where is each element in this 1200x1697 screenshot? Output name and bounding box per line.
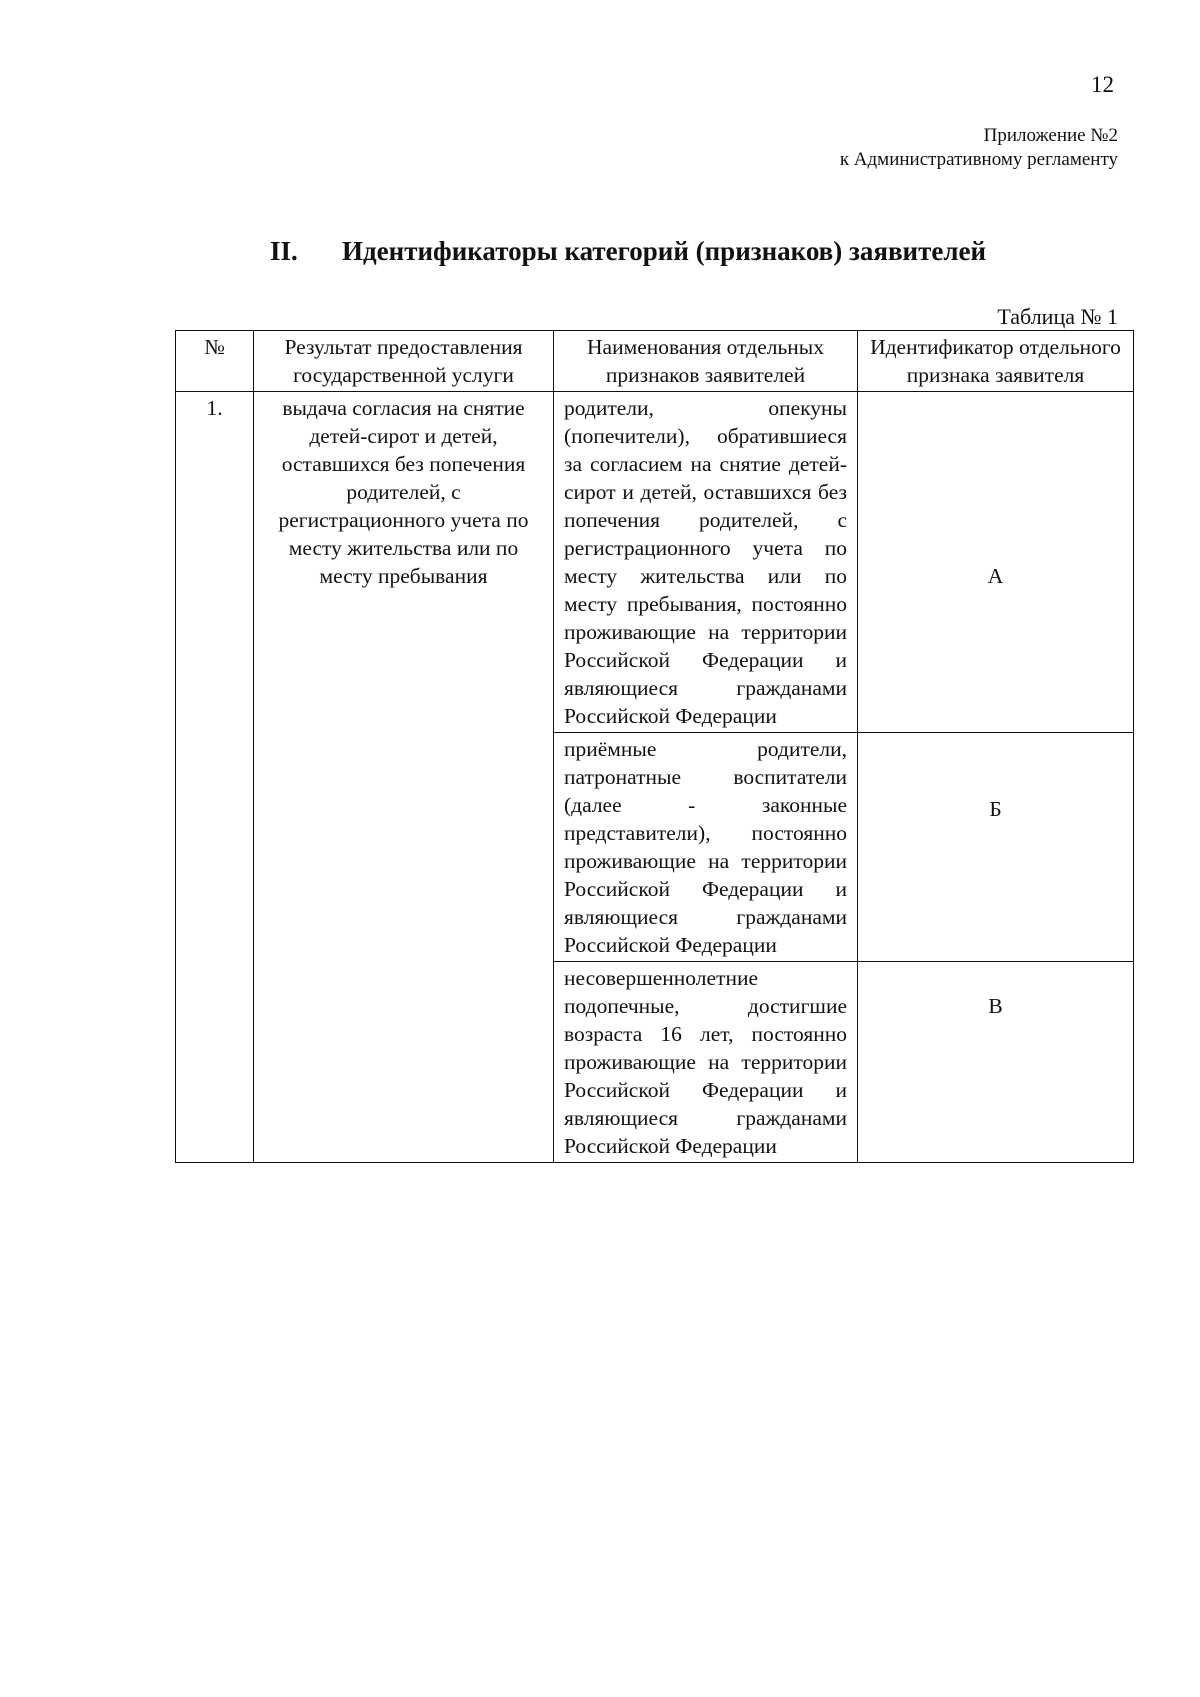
section-heading [270,236,986,267]
table-header-row [176,331,1134,392]
identifier-cell-c: В [858,962,1134,1163]
row-result: выдача согласия на снятие детей-сирот и детей, оставшихся без попечения родителей, с регистрационного учета по месту жительства или по месту пребывания [254,392,554,1163]
identifier-cell-a: А [858,392,1134,733]
header-attributes: Наименования отдельных признаков заявителей [554,331,858,392]
header-num: № [176,331,254,392]
appendix-line-1: Приложение №2 [983,125,1118,146]
identifier-cell-b: Б [858,733,1134,962]
attribute-cell-c: несовершеннолетние подопечные, достигшие возраста 16 лет, постоянно проживающие на территории Российской Федерации и являющиеся гражданами Российской Федерации [554,962,858,1163]
header-identifier: Идентификатор отдельного признака заявителя [858,331,1134,392]
identifiers-table [175,330,1134,1163]
attribute-cell-a: родители, опекуны (попечители), обратившиеся за согласием на снятие детей-сирот и детей, оставшихся без попечения родителей, с регистрационного учета по месту жительства или по месту пребывания, постоянно проживающие на территории Российской Федерации и являющиеся гражданами Российской Федерации [554,392,858,733]
appendix-line-2: к Административному регламенту [839,149,1118,170]
table-caption: Таблица № 1 [997,304,1118,329]
row-num: 1. [176,392,254,1163]
section-title: Идентификаторы категорий (признаков) заявителей [342,236,987,266]
header-result: Результат предоставления государственной услуги [254,331,554,392]
appendix-note [840,124,1118,172]
page-number: 12 [1091,72,1114,97]
section-numeral: II. [270,236,298,266]
table-row [176,392,1134,733]
attribute-cell-b: приёмные родители, патронатные воспитатели (далее - законные представители), постоянно проживающие на территории Российской Федерации и являющиеся гражданами Российской Федерации [554,733,858,962]
